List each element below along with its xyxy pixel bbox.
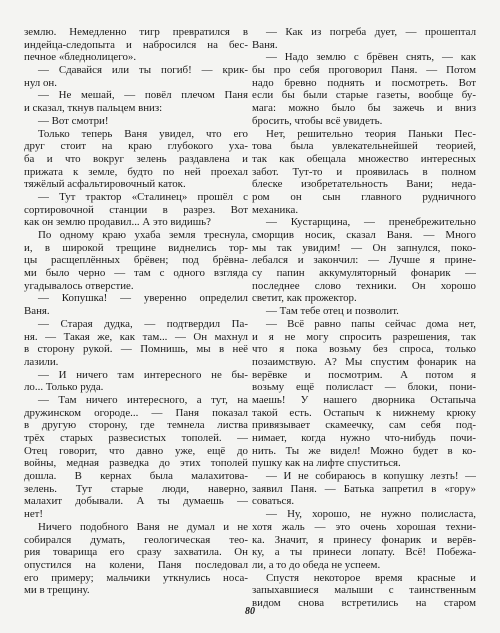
text-line: войны, медная разведка до этих тополей (24, 457, 248, 470)
text-line: механика. (252, 203, 299, 216)
text-line: видом снова встретились на старом (252, 596, 476, 609)
text-line: бы про себя проговорил Паня. — Потом (252, 64, 476, 77)
text-line: — Вот смотри! (38, 114, 109, 127)
text-line: това была увлекательнейшей теорией, (252, 140, 476, 153)
text-line: и я не могу спросить разрешения, так (252, 330, 476, 343)
text-line: соваться. (252, 495, 295, 508)
text-line: нимает, когда нужно что-нибудь почи- (252, 432, 476, 444)
text-line: прижата к земле, будто по ней проехал (24, 165, 248, 178)
text-line: если бы были старые газеты, вообще бу- (252, 89, 476, 102)
text-line: рия товарища его сразу захватила. Он (24, 546, 248, 559)
text-line: позаимствую. А? Мы спустим фонарик на (252, 355, 476, 368)
text-line: светит, как прожектор. (252, 292, 357, 305)
text-line: нет! (24, 508, 44, 521)
text-line: и сказал, ткнув пальцем вниз: (24, 102, 163, 115)
text-line: возьму ещё полисласт — блоки, пони- (252, 381, 476, 394)
text-line: в сторону рукой. — Помнишь, мы в неё (24, 343, 248, 356)
text-line: ми в трещину. (24, 584, 90, 597)
text-line: ром он сын главного рудничного (252, 190, 476, 203)
text-line: как он землю продавил... А это видишь? (24, 216, 211, 229)
text-line: Ваня. (24, 305, 50, 318)
text-line: мы так увидим! — Он запнулся, поко- (252, 241, 476, 254)
text-line: такой есть. Остапыч к нижнему крюку (252, 406, 476, 419)
text-line: ба и что вокруг зелень раздавлена и (24, 152, 248, 165)
text-line: нул он. (24, 76, 57, 89)
text-line: что я пока возьму без спроса, только (252, 343, 476, 356)
text-line: так как обещала множество интересных (252, 152, 476, 165)
text-line: угадывалось отверстие. (24, 279, 134, 292)
text-line: — Сдавайся или ты погиб! — крик- (38, 64, 248, 77)
text-line: Ваня. (252, 38, 278, 51)
text-line: Нет, решительно теория Паньки Пес- (266, 127, 476, 140)
text-line: бросить, чтобы всё увидеть. (252, 114, 383, 127)
text-line: малахит добывали. А ты думаешь — (24, 495, 248, 508)
text-line: верёвке и посмотрим. А потом я (252, 368, 476, 381)
text-line: в другую сторону, где темнела листва (24, 419, 248, 432)
text-line: су папин аккумуляторный фонарик — (252, 267, 476, 280)
text-line: хотя жаль — это очень хорошая техни- (252, 520, 476, 533)
text-line: запыхавшиеся малыши с таинственным (252, 584, 476, 597)
text-line: сортировочной станции в разрез. Вот (24, 203, 248, 216)
page-number: 80 (245, 606, 255, 617)
text-line: опустился на колени, Паня последовал (24, 558, 248, 571)
text-line: и, в широкой трещине виднелись тор- (24, 241, 248, 254)
text-line: сморщив носик, сказал Ваня. — Много (252, 229, 476, 241)
text-line: По одному краю ухаба земля треснула, (38, 229, 248, 241)
text-line: Отец говорит, что давно уже, ещё до (24, 444, 248, 457)
text-line: землю. Немедленно тигр превратился в (24, 26, 248, 38)
text-line: собирался думать, геологическая тео- (24, 533, 248, 546)
text-line: дружинском огороде... — Паня показал (24, 406, 248, 419)
text-line: маешь! У нашего дворника Остапыча (252, 393, 476, 406)
text-line: — Надо землю с брёвен снять, — как (266, 51, 476, 64)
text-line: трёх старых развесистых тополей. — (24, 432, 248, 444)
right-text-column (252, 26, 476, 610)
text-line: цы расщеплённых брёвен; под брёвна- (24, 254, 248, 267)
text-line: — Тут трактор «Сталинец» прошёл с (38, 190, 248, 203)
text-line: зелень. Тут старые люди, наверно, (24, 482, 248, 495)
text-line: ку, а ты принеси лопату. Всё! Побежа- (252, 546, 476, 559)
text-line: тяжёлый асфальтировочный каток. (24, 178, 186, 191)
text-line: его примеру; мальчики уткнулись носа- (24, 571, 248, 584)
text-line: друг стоит на краю глубокого уха- (24, 140, 248, 153)
text-line: лебался и закончил: — Лучше я прине- (252, 254, 476, 267)
text-line: ка. Значит, я принесу фонарик и верёв- (252, 533, 476, 546)
text-line: ми было черно — там с одного взгляда (24, 267, 248, 280)
text-line: — Как из погреба дует, — прошептал (266, 26, 476, 38)
text-line: забот. Тут-то и проявилась в полном (252, 165, 476, 178)
text-line: пушку как на лифте спуститься. (252, 457, 401, 470)
text-line: — Не мешай, — повёл плечом Паня (38, 89, 248, 102)
text-line: — Кустарщина, — пренебрежительно (266, 216, 476, 229)
text-line: печное «бледнолицего». (24, 51, 137, 64)
text-line: надо бревно поднять и посмотреть. Вот (252, 76, 476, 89)
text-line: ня. — Такая же, как там... — Он махнул (24, 330, 248, 343)
text-line: блеске изобретательность Вани; неда- (252, 178, 476, 191)
text-line: Ничего подобного Ваня не думал и не (38, 520, 248, 533)
text-line: ли, а то до обеда не успеем. (252, 558, 381, 571)
text-line: нить. Ты же видел! Можно будет в ко- (252, 444, 476, 457)
text-line: — Ну, хорошо, не нужно полисласта, (266, 508, 476, 521)
text-line: — Там тебе отец и позволит. (266, 305, 399, 318)
text-line: — И ничего там интересного не бы- (38, 368, 248, 381)
text-line: — Всё равно папы сейчас дома нет, (266, 317, 476, 330)
left-text-column (24, 26, 248, 597)
text-line: — Копушка! — уверенно определил (38, 292, 248, 305)
text-line: — Там ничего интересного, а тут, на (38, 393, 248, 406)
text-line: — Старая дудка, — подтвердил Па- (38, 317, 248, 330)
text-line: — И не собираюсь в копушку лезть! — (266, 470, 476, 483)
text-line: мага: можно было бы зажечь и вниз (252, 102, 476, 115)
text-line: привязывает скамеечку, сам себя под- (252, 419, 476, 432)
text-line: индейца-следопыта и набросился на бес- (24, 38, 248, 51)
text-line: Только теперь Ваня увидел, что его (38, 127, 248, 140)
text-line: последнее слово техники. Он хорошо (252, 279, 476, 292)
text-line: заявил Паня. — Батька запретил в «гору» (252, 482, 476, 495)
text-line: Спустя некоторое время красные и (266, 571, 476, 584)
text-line: ло... Только руда. (24, 381, 104, 394)
text-line: дошла. В кернах была малахитова- (24, 470, 248, 483)
text-line: лазили. (24, 355, 59, 368)
